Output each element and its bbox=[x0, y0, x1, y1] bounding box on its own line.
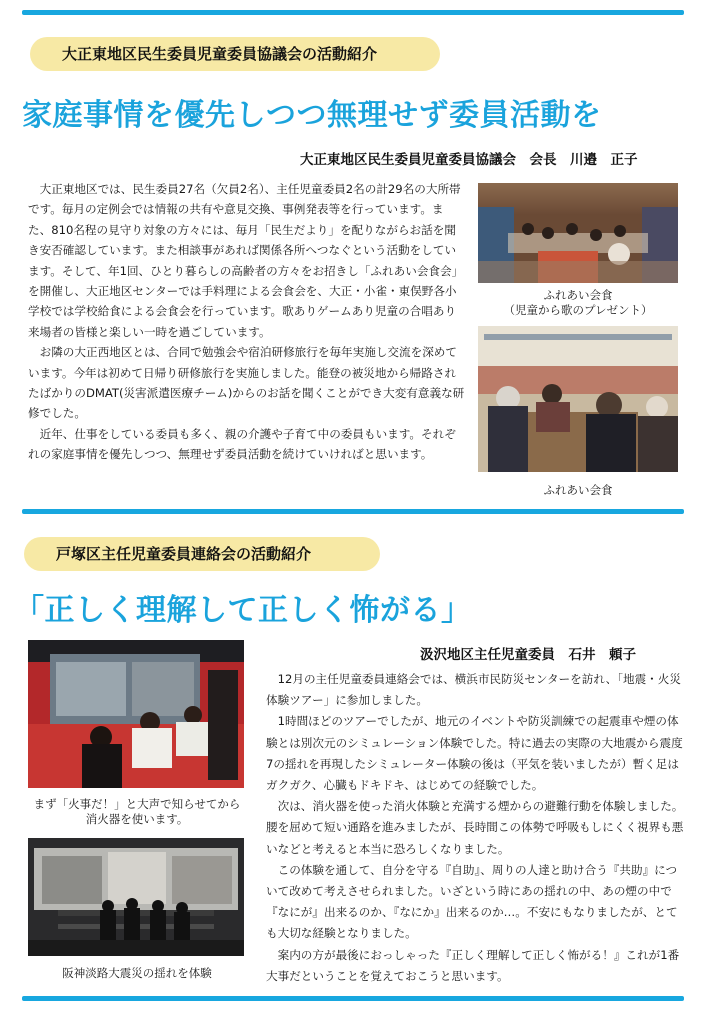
section1-paragraph: 大正東地区では、民生委員27名（欠員2名）、主任児童委員2名の計29名の大所帯です。毎月の定例会では情報の共有や意見交換、事例発表等を行っています。また、810名程の見守り対象の方々には、毎月「民生だより」を配りながらお話を聞き安否確認しています。また相談事があれば関係各所へつなぐという活動をしています。そして、年1回、ひとり暮らしの高齢者の方々をお招きし「ふれあい会食会」を開催し、大正地区センターでは手料理による会食会を、大正・小雀・東俣野各小学校では学校給食による会食会を行っています。歌ありゲームあり児童の合唱あり来場者の皆様と楽しい一時を過ごしています。 bbox=[28, 182, 464, 339]
section2-paragraph: 1時間ほどのツアーでしたが、地元のイベントや防災訓練での起震車や煙の体験とは別次元のシミュレーション体験でした。特に過去の実際の大地震から震度7の揺れを再現したシミュレーター体験の後は（平気を装いましたが）暫く足はガクガク、心臓もドキドキ、はじめての経験でした。 bbox=[266, 714, 683, 793]
photo1-caption-line1: ふれあい会食 bbox=[543, 288, 613, 302]
section1-paragraph: 近年、仕事をしている委員も多く、親の介護や子育て中の委員もいます。それぞれの家庭事情を優先しつつ、無理せず委員活動を続けていければと思います。 bbox=[28, 426, 456, 462]
section2-paragraph: 12月の主任児童委員連絡会では、横浜市民防災センターを訪れ、「地震・火災体験ツアー」に参加しました。 bbox=[266, 672, 681, 708]
section2-paragraph: 案内の方が最後におっしゃった『正しく理解して正しく怖がる！』これが1番大事だということを覚えておこうと思います。 bbox=[266, 947, 680, 983]
photo-fire-extinguisher bbox=[28, 640, 244, 788]
photo3-caption-line2: 消火器を使います。 bbox=[85, 812, 189, 826]
photo3-caption-line1: まず「火事だ！」と大声で知らせてから bbox=[33, 797, 241, 811]
top-rule bbox=[22, 10, 684, 15]
section2-headline: 「正しく理解して正しく怖がる」 bbox=[14, 593, 472, 628]
section2-paragraph: この体験を通して、自分を守る『自助』、周りの人達と助け合う『共助』について改めて考えさせられました。いざという時にあの揺れの中、あの煙の中で『なにが』出来るのか、『なにか』出来るのか…。不安にもなりましたが、とても大切な経験となりました。 bbox=[266, 862, 678, 941]
photo2-caption: ふれあい会食 bbox=[543, 483, 613, 497]
bottom-rule bbox=[22, 996, 684, 1001]
section-divider-rule bbox=[22, 509, 684, 514]
photo4-caption: 阪神淡路大震災の揺れを体験 bbox=[62, 966, 212, 980]
section2-paragraph: 次は、消火器を使った消火体験と充満する煙からの避難行動を体験しました。腰を屈めて短い通路を進みましたが、長時間この体勢で呼吸もしにくく視界も悪いなどと考えると本当に恐ろしくなりました。 bbox=[266, 799, 684, 856]
photo1-caption-line2: （児童から歌のプレゼント） bbox=[503, 303, 653, 317]
photo-singing-children bbox=[478, 183, 678, 283]
section2-body bbox=[266, 669, 686, 987]
section1-author: 大正東地区民生委員児童委員協議会 会長 川邉 正子 bbox=[300, 152, 638, 168]
section2-tag: 戸塚区主任児童委員連絡会の活動紹介 bbox=[24, 537, 380, 571]
section1-body bbox=[28, 179, 466, 465]
section2-author: 汲沢地区主任児童委員 石井 頼子 bbox=[420, 647, 636, 663]
photo-dining-elderly bbox=[478, 326, 678, 472]
section1-tag: 大正東地区民生委員児童委員協議会の活動紹介 bbox=[30, 37, 440, 71]
section1-headline: 家庭事情を優先しつつ無理せず委員活動を bbox=[22, 98, 602, 133]
section1-paragraph: お隣の大正西地区とは、合同で勉強会や宿泊研修旅行を毎年実施し交流を深めています。今年は初めて日帰り研修旅行を実施しました。能登の被災地から帰路されたばかりのDMAT(災害派遣医療チーム)からのお話を聞くことができ大変有意義な研修でした。 bbox=[28, 345, 465, 421]
photo-earthquake-simulator bbox=[28, 838, 244, 956]
